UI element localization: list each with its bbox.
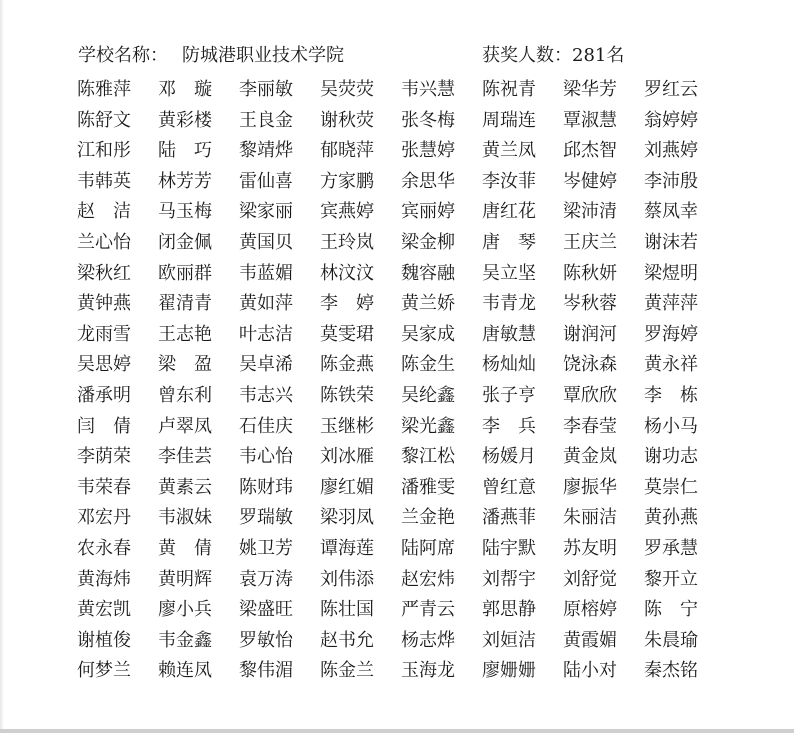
awardee-name: 黄萍萍 [644, 293, 698, 315]
awardee-name: 莫崇仁 [644, 476, 698, 498]
awardee-name: 黎靖烨 [239, 140, 293, 162]
awardee-name: 翟清青 [158, 293, 212, 315]
awardee-name: 黄如萍 [239, 293, 293, 315]
awardee-name: 韦心怡 [239, 446, 293, 468]
awardee-name: 兰心怡 [77, 231, 131, 253]
awardee-name: 韦淑妹 [158, 507, 212, 529]
awardee-name: 黄国贝 [239, 231, 293, 253]
awardee-name: 陈 宁 [644, 599, 698, 621]
awardee-name: 罗红云 [644, 79, 698, 100]
awardee-name: 蔡凤幸 [644, 201, 698, 223]
name-row [77, 75, 727, 106]
awardee-name: 黄明辉 [158, 568, 212, 590]
awardee-name: 韦志兴 [239, 384, 293, 406]
awardee-name: 宾燕婷 [320, 201, 374, 223]
name-row [77, 656, 727, 687]
awardee-name: 韦荣春 [77, 476, 131, 498]
awardee-name: 谢秋荧 [320, 109, 374, 131]
awardee-name: 赵书允 [320, 629, 374, 651]
awardee-name: 谢润河 [563, 323, 617, 345]
name-row [77, 289, 727, 320]
awardee-name: 陆 巧 [158, 140, 212, 162]
awardee-name: 陆阿席 [401, 537, 455, 559]
school-name-label: 学校名称： [78, 45, 168, 66]
awardee-name: 叶志洁 [239, 323, 293, 345]
awardee-name: 严青云 [401, 599, 455, 621]
awardee-name: 吴思婷 [77, 354, 131, 376]
awardee-name: 陈金兰 [320, 660, 374, 682]
awardee-name: 陈秋妍 [563, 262, 617, 284]
awardee-name: 岑秋蓉 [563, 293, 617, 315]
awardee-name: 袁万涛 [239, 568, 293, 590]
awardee-name: 黄兰娇 [401, 293, 455, 315]
awardee-name: 余思华 [401, 170, 455, 192]
awardee-name: 闭金佩 [158, 231, 212, 253]
awardee-name: 黄霞媚 [563, 629, 617, 651]
awardee-name: 吴荧荧 [320, 79, 374, 100]
awardee-name: 欧丽群 [158, 262, 212, 284]
awardee-name: 黄素云 [158, 476, 212, 498]
awardee-name: 黄兰凤 [482, 140, 536, 162]
awardee-name: 黄金岚 [563, 446, 617, 468]
awardee-name: 廖红媚 [320, 476, 374, 498]
awardee-name: 杨灿灿 [482, 354, 536, 376]
awardee-name: 玉继彬 [320, 415, 374, 437]
awardee-name: 刘燕婷 [644, 140, 698, 162]
awardee-name: 邓宏丹 [77, 507, 131, 529]
awardee-name: 梁光鑫 [401, 415, 455, 437]
name-row [77, 473, 727, 504]
awardee-name: 杨志烨 [401, 629, 455, 651]
awardee-name: 李春莹 [563, 415, 617, 437]
awardee-name: 曾红意 [482, 476, 536, 498]
awardee-name: 谢功志 [644, 446, 698, 468]
awardee-name: 邓 璇 [158, 79, 212, 100]
awardee-name: 陈金燕 [320, 354, 374, 376]
awardee-name: 邱杰智 [563, 140, 617, 162]
awardee-name: 原榕婷 [563, 599, 617, 621]
awardee-name: 龙雨雪 [77, 323, 131, 345]
name-row [77, 136, 727, 167]
awardee-name: 潘燕菲 [482, 507, 536, 529]
awardee-name: 黄钟燕 [77, 293, 131, 315]
awardee-name: 玉海龙 [401, 660, 455, 682]
awardee-name: 韦兴慧 [401, 79, 455, 100]
awardee-name: 罗承慧 [644, 537, 698, 559]
awardee-name: 秦杰铭 [644, 660, 698, 682]
name-row [77, 565, 727, 596]
awardee-name: 覃淑慧 [563, 109, 617, 131]
awardee-name: 岑健婷 [563, 170, 617, 192]
awardee-name: 卢翠凤 [158, 415, 212, 437]
name-row [77, 595, 727, 626]
awardee-name: 黄 倩 [158, 537, 212, 559]
page-left-shadow [0, 0, 4, 733]
awardee-name: 黄海炜 [77, 568, 131, 590]
awardee-name: 陈壮国 [320, 599, 374, 621]
awardee-name: 刘冰雁 [320, 446, 374, 468]
awardee-name: 王玲岚 [320, 231, 374, 253]
awardee-name: 饶泳森 [563, 354, 617, 376]
awardee-name: 李 栋 [644, 384, 698, 406]
awardee-name: 何梦兰 [77, 660, 131, 682]
awardee-name: 马玉梅 [158, 201, 212, 223]
awardee-name: 陈舒文 [77, 109, 131, 131]
school-name: 防城港职业技术学院 [182, 45, 344, 66]
name-row [77, 626, 727, 657]
awardee-name: 陈雅萍 [77, 79, 131, 100]
awardee-name: 郁晓萍 [320, 140, 374, 162]
awardee-name: 罗海婷 [644, 323, 698, 345]
awardee-name: 韦韩英 [77, 170, 131, 192]
name-row [77, 534, 727, 565]
page-bottom-edge [0, 729, 794, 733]
name-row [77, 412, 727, 443]
awardee-name: 梁羽凤 [320, 507, 374, 529]
awardee-name: 李沛殷 [644, 170, 698, 192]
awardee-name: 梁煜明 [644, 262, 698, 284]
awardee-name: 罗敏怡 [239, 629, 293, 651]
awardee-name: 唐红花 [482, 201, 536, 223]
awardee-name: 林芳芳 [158, 170, 212, 192]
awardee-name: 张慧婷 [401, 140, 455, 162]
award-header [78, 42, 718, 70]
awardee-name: 梁华芳 [563, 79, 617, 100]
awardee-name: 吴卓浠 [239, 354, 293, 376]
awardee-name: 郭思静 [482, 599, 536, 621]
award-count: 281名 [572, 45, 625, 66]
awardee-name: 梁秋红 [77, 262, 131, 284]
awardee-name: 韦金鑫 [158, 629, 212, 651]
awardee-name: 韦蓝媚 [239, 262, 293, 284]
awardee-name: 刘伟添 [320, 568, 374, 590]
awardee-name: 朱丽洁 [563, 507, 617, 529]
name-row [77, 503, 727, 534]
awardee-name: 刘帮宇 [482, 568, 536, 590]
awardee-name: 黄孙燕 [644, 507, 698, 529]
awardee-name: 覃欣欣 [563, 384, 617, 406]
awardee-name: 黎江松 [401, 446, 455, 468]
awardee-name: 李汝菲 [482, 170, 536, 192]
awardee-name: 廖振华 [563, 476, 617, 498]
awardee-name: 翁婷婷 [644, 109, 698, 131]
awardee-name: 莫雯珺 [320, 323, 374, 345]
awardee-name: 朱晨瑜 [644, 629, 698, 651]
awardee-name: 赵宏炜 [401, 568, 455, 590]
awardee-name: 陆小对 [563, 660, 617, 682]
awardee-name: 林汶汶 [320, 262, 374, 284]
awardee-name: 陈祝青 [482, 79, 536, 100]
awardee-name: 李 兵 [482, 415, 536, 437]
awardee-name: 韦青龙 [482, 293, 536, 315]
awardee-name: 杨小马 [644, 415, 698, 437]
awardee-name: 农永春 [77, 537, 131, 559]
awardee-name: 李 婷 [320, 293, 374, 315]
awardee-name: 刘姮洁 [482, 629, 536, 651]
awardee-name: 闫 倩 [77, 415, 131, 437]
awardee-name: 雷仙喜 [239, 170, 293, 192]
awardee-name: 陈金生 [401, 354, 455, 376]
name-row [77, 259, 727, 290]
awardee-name: 黄彩楼 [158, 109, 212, 131]
awardee-name: 黎开立 [644, 568, 698, 590]
awardee-name: 梁 盈 [158, 354, 212, 376]
awardee-name: 潘雅雯 [401, 476, 455, 498]
name-row [77, 350, 727, 381]
awardee-name: 王志艳 [158, 323, 212, 345]
awardee-name: 王良金 [239, 109, 293, 131]
awardee-name: 曾东利 [158, 384, 212, 406]
name-row [77, 197, 727, 228]
awardee-name: 杨媛月 [482, 446, 536, 468]
awardee-name: 李荫荣 [77, 446, 131, 468]
awardee-name: 黄宏凯 [77, 599, 131, 621]
awardee-name: 罗瑞敏 [239, 507, 293, 529]
awardee-name: 吴纶鑫 [401, 384, 455, 406]
awardee-name: 梁盛旺 [239, 599, 293, 621]
awardee-name: 廖小兵 [158, 599, 212, 621]
awardee-name: 周瑞连 [482, 109, 536, 131]
awardee-name: 李佳芸 [158, 446, 212, 468]
awardee-name: 唐 琴 [482, 231, 536, 253]
awardee-name: 宾丽婷 [401, 201, 455, 223]
name-row [77, 167, 727, 198]
awardee-name: 唐敏慧 [482, 323, 536, 345]
awardee-name: 苏友明 [563, 537, 617, 559]
award-count-label: 获奖人数： [482, 45, 572, 66]
awardee-name: 谭海莲 [320, 537, 374, 559]
awardee-name: 陆宇默 [482, 537, 536, 559]
awardee-name: 方家鹏 [320, 170, 374, 192]
awardee-name-list [77, 75, 727, 687]
awardee-name: 王庆兰 [563, 231, 617, 253]
awardee-name: 梁金柳 [401, 231, 455, 253]
awardee-name: 廖姗姗 [482, 660, 536, 682]
awardee-name: 魏容融 [401, 262, 455, 284]
awardee-name: 姚卫芳 [239, 537, 293, 559]
awardee-name: 刘舒觉 [563, 568, 617, 590]
awardee-name: 赵 洁 [77, 201, 131, 223]
awardee-name: 石佳庆 [239, 415, 293, 437]
awardee-name: 潘承明 [77, 384, 131, 406]
awardee-name: 江和彤 [77, 140, 131, 162]
awardee-name: 李丽敏 [239, 79, 293, 100]
awardee-name: 谢沫若 [644, 231, 698, 253]
awardee-name: 梁沛清 [563, 201, 617, 223]
awardee-name: 赖连凤 [158, 660, 212, 682]
awardee-name: 陈铁荣 [320, 384, 374, 406]
awardee-name: 张子亨 [482, 384, 536, 406]
awardee-name: 兰金艳 [401, 507, 455, 529]
awardee-name: 吴立坚 [482, 262, 536, 284]
name-row [77, 320, 727, 351]
name-row [77, 106, 727, 137]
awardee-name: 梁家丽 [239, 201, 293, 223]
name-row [77, 442, 727, 473]
awardee-name: 黄永祥 [644, 354, 698, 376]
awardee-name: 黎伟湄 [239, 660, 293, 682]
name-row [77, 228, 727, 259]
awardee-name: 张冬梅 [401, 109, 455, 131]
awardee-name: 陈财玮 [239, 476, 293, 498]
name-row [77, 381, 727, 412]
awardee-name: 谢植俊 [77, 629, 131, 651]
awardee-name: 吴家成 [401, 323, 455, 345]
